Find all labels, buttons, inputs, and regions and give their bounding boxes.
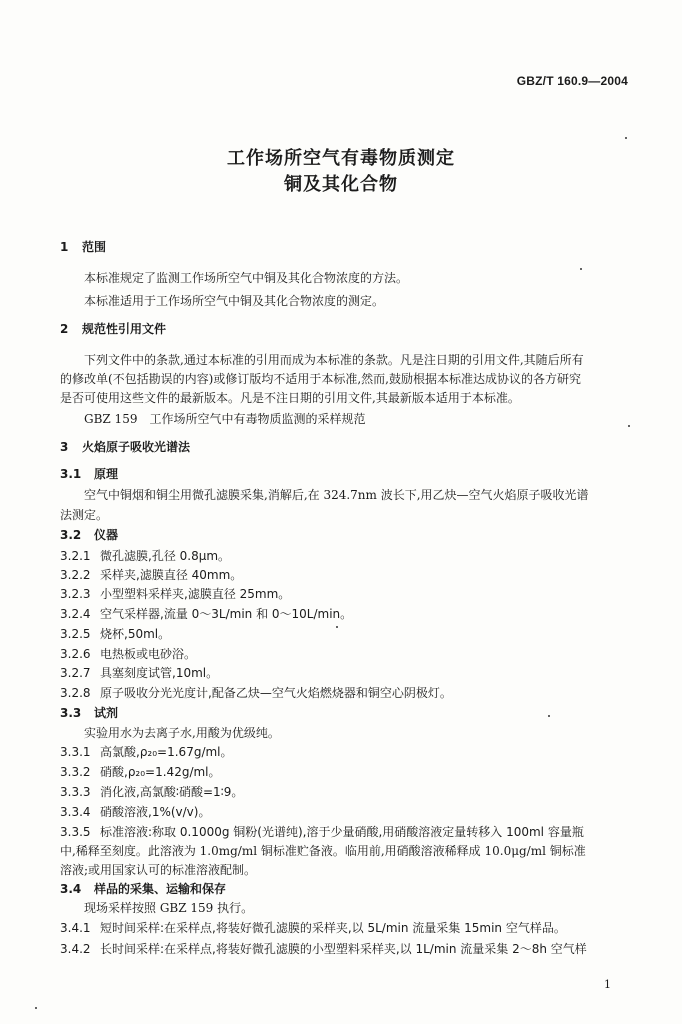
standard-code: GBZ/T 160.9—2004 [516,74,628,88]
section-title: 规范性引用文件 [82,322,167,336]
subsection-3-2-heading [60,526,118,543]
item-number: 3.4.2 [60,942,91,956]
subsection-3-1-heading [60,465,118,482]
item-number: 3.2.4 [60,607,91,621]
paragraph-line: 的修改单(不包括勘误的内容)或修订版均不适用于本标准,然而,鼓励根据本标准达成协议的各方研究 [60,372,581,386]
item-text: 标准溶液:称取 0.1000g 铜粉(光谱纯),溶于少量硝酸,用硝酸溶液定量转移入 100ml 容量瓶 [100,825,584,839]
item-text: 微孔滤膜,孔径 0.8μm。 [100,549,231,563]
item-text: 空气采样器,流量 0～3L/min 和 0～10L/min。 [100,607,353,621]
list-item [60,585,290,602]
subsection-3-4-heading [60,880,226,897]
document-subtitle: 铜及其化合物 [284,174,398,195]
paragraph: 现场采样按照 GBZ 159 执行。 [84,901,254,915]
page-number: 1 [604,978,611,991]
scan-speck [336,626,338,628]
list-item [60,684,452,701]
item-number: 3.3.1 [60,745,91,759]
subsection-number: 3.4 [60,882,82,896]
item-text: 采样夹,滤膜直径 40mm。 [100,568,243,582]
scan-speck [35,1007,37,1009]
item-text: 硝酸,ρ₂₀=1.42g/ml。 [100,765,221,779]
section-number: 1 [60,240,69,254]
item-text: 小型塑料采样夹,滤膜直径 25mm。 [100,587,291,601]
list-item [60,664,218,681]
section-3-heading [60,438,190,455]
section-2-heading [60,320,166,337]
list-item [60,940,587,957]
subsection-number: 3.3 [60,706,82,720]
paragraph: 本标准规定了监测工作场所空气中铜及其化合物浓度的方法。 [84,271,409,285]
item-number: 3.2.2 [60,568,91,582]
item-text: 烧杯,50ml。 [100,627,171,641]
paragraph-line: 空气中铜烟和铜尘用微孔滤膜采集,消解后,在 324.7nm 波长下,用乙炔—空气火焰原子吸收光谱 [84,488,589,502]
list-item [60,547,230,564]
item-text: 消化液,高氯酸∶硝酸=1∶9。 [100,785,244,799]
list-item [60,645,196,662]
subsection-title: 试剂 [94,706,119,720]
paragraph-line: 溶液;或用国家认可的标准溶液配制。 [60,863,257,877]
subsection-title: 样品的采集、运输和保存 [94,882,227,896]
item-number: 3.3.2 [60,765,91,779]
item-text: 具塞刻度试管,10ml。 [100,666,219,680]
paragraph-line: 下列文件中的条款,通过本标准的引用而成为本标准的条款。凡是注日期的引用文件,其随后所有 [84,353,584,367]
section-title: 火焰原子吸收光谱法 [82,440,191,454]
subsection-number: 3.2 [60,528,82,542]
item-text: 短时间采样:在采样点,将装好微孔滤膜的采样夹,以 5L/min 流量采集 15min 空气样品。 [100,921,566,935]
paragraph-line: 是否可使用这些文件的最新版本。凡是不注日期的引用文件,其最新版本适用于本标准。 [60,391,520,405]
item-number: 3.2.8 [60,686,91,700]
section-number: 2 [60,322,69,336]
item-number: 3.4.1 [60,921,91,935]
item-number: 3.3.4 [60,805,91,819]
list-item [60,743,233,760]
item-number: 3.3.5 [60,825,91,839]
item-number: 3.2.5 [60,627,91,641]
list-item [60,823,584,840]
scan-speck [580,268,582,270]
item-number: 3.2.7 [60,666,91,680]
item-text: 长时间采样:在采样点,将装好微孔滤膜的小型塑料采样夹,以 1L/min 流量采集 2～8h 空气样 [100,942,587,956]
item-text: 电热板或电砂浴。 [100,647,197,661]
list-item [60,783,243,800]
paragraph-line: 中,稀释至刻度。此溶液为 1.0mg/ml 铜标准贮备液。临用前,用硝酸溶液稀释成 10.0μg/ml 铜标准 [60,844,586,858]
paragraph: 本标准适用于工作场所空气中铜及其化合物浓度的测定。 [84,294,385,308]
normative-reference: GBZ 159 工作场所空气中有毒物质监测的采样规范 [84,412,366,426]
item-text: 原子吸收分光光度计,配备乙炔—空气火焰燃烧器和铜空心阴极灯。 [100,686,452,700]
item-number: 3.2.1 [60,549,91,563]
list-item [60,803,210,820]
scan-speck [625,137,627,139]
item-number: 3.2.6 [60,647,91,661]
list-item [60,605,352,622]
subsection-number: 3.1 [60,467,82,481]
list-item [60,625,170,642]
list-item [60,919,566,936]
scan-speck [548,715,550,717]
subsection-3-3-heading [60,704,118,721]
item-text: 硝酸溶液,1%(v/v)。 [100,805,211,819]
list-item [60,763,221,780]
section-number: 3 [60,440,69,454]
item-text: 高氯酸,ρ₂₀=1.67g/ml。 [100,745,233,759]
list-item [60,566,242,583]
subsection-title: 仪器 [94,528,119,542]
section-title: 范围 [82,240,107,254]
paragraph: 实验用水为去离子水,用酸为优级纯。 [84,726,280,740]
subsection-title: 原理 [94,467,119,481]
document-title: 工作场所空气有毒物质测定 [227,148,455,169]
section-1-heading [60,238,106,255]
paragraph-line: 法测定。 [60,508,109,522]
scan-speck [628,425,630,427]
item-number: 3.3.3 [60,785,91,799]
item-number: 3.2.3 [60,587,91,601]
